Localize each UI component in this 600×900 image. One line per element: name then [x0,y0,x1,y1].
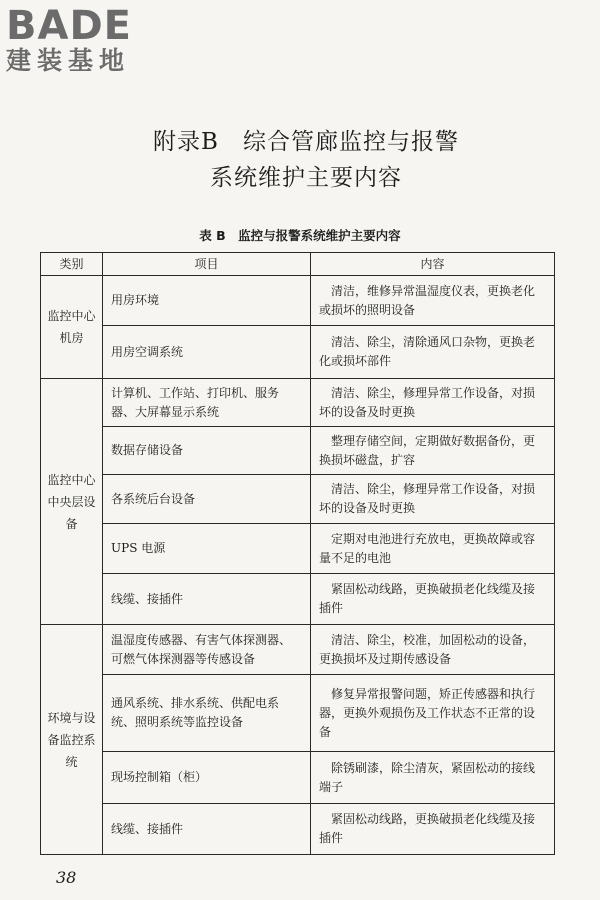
content-cell: 清洁、除尘，修理异常工作设备，对损坏的设备及时更换 [311,379,555,427]
content-cell: 除锈刷漆，除尘清灰，紧固松动的接线端子 [311,752,555,804]
table-row [41,752,555,804]
logo-wordmark: BADE [6,3,132,49]
appendix-title-line1: 附录B 综合管廊监控与报警 [153,129,459,155]
category-cell: 监控中心机房 [41,276,103,379]
item-cell: 计算机、工作站、打印机、服务器、大屏幕显示系统 [103,379,311,427]
table-caption: 表 B 监控与报警系统维护主要内容 [199,228,401,243]
item-cell: 数据存储设备 [103,427,311,475]
table-row [41,276,555,326]
appendix-title-line2: 系统维护主要内容 [210,165,402,191]
content-cell: 清洁、除尘，清除通风口杂物，更换老化或损坏部件 [311,326,555,379]
item-cell: 各系统后台设备 [103,475,311,524]
table-row [41,524,555,574]
table-row [41,475,555,524]
content-cell: 清洁、除尘，修理异常工作设备，对损坏的设备及时更换 [311,475,555,524]
item-cell: 线缆、接插件 [103,804,311,855]
category-cell: 环境与设备监控系统 [41,625,103,855]
content-cell: 紧固松动线路，更换破损老化线缆及接插件 [311,574,555,625]
page-number: 38 [56,868,77,887]
content-cell: 紧固松动线路，更换破损老化线缆及接插件 [311,804,555,855]
category-cell: 监控中心中央层设备 [41,379,103,625]
brand-logo [6,4,132,76]
item-cell: 用房空调系统 [103,326,311,379]
content-cell: 定期对电池进行充放电，更换故障或容量不足的电池 [311,524,555,574]
table-header-row [41,253,555,276]
table-row [41,804,555,855]
item-cell: 现场控制箱（柜） [103,752,311,804]
table-row [41,379,555,427]
item-cell: 用房环境 [103,276,311,326]
header-content: 内容 [311,253,555,276]
table-row [41,574,555,625]
header-category: 类别 [41,253,103,276]
item-cell: 通风系统、排水系统、供配电系统、照明系统等监控设备 [103,675,311,752]
table-row [41,427,555,475]
content-cell: 清洁，维修异常温湿度仪表，更换老化或损坏的照明设备 [311,276,555,326]
content-cell: 整理存储空间，定期做好数据备份，更换损坏磁盘，扩容 [311,427,555,475]
content-cell: 清洁、除尘，校准，加固松动的设备，更换损坏及过期传感设备 [311,625,555,675]
table-row [41,326,555,379]
maintenance-table [40,252,555,855]
logo-subtitle: 建装基地 [6,46,131,75]
item-cell: 温湿度传感器、有害气体探测器、可燃气体探测器等传感设备 [103,625,311,675]
header-item: 项目 [103,253,311,276]
item-cell: UPS 电源 [103,524,311,574]
table-row [41,675,555,752]
table-row [41,625,555,675]
item-cell: 线缆、接插件 [103,574,311,625]
content-cell: 修复异常报警问题，矫正传感器和执行器，更换外观损伤及工作状态不正常的设备 [311,675,555,752]
